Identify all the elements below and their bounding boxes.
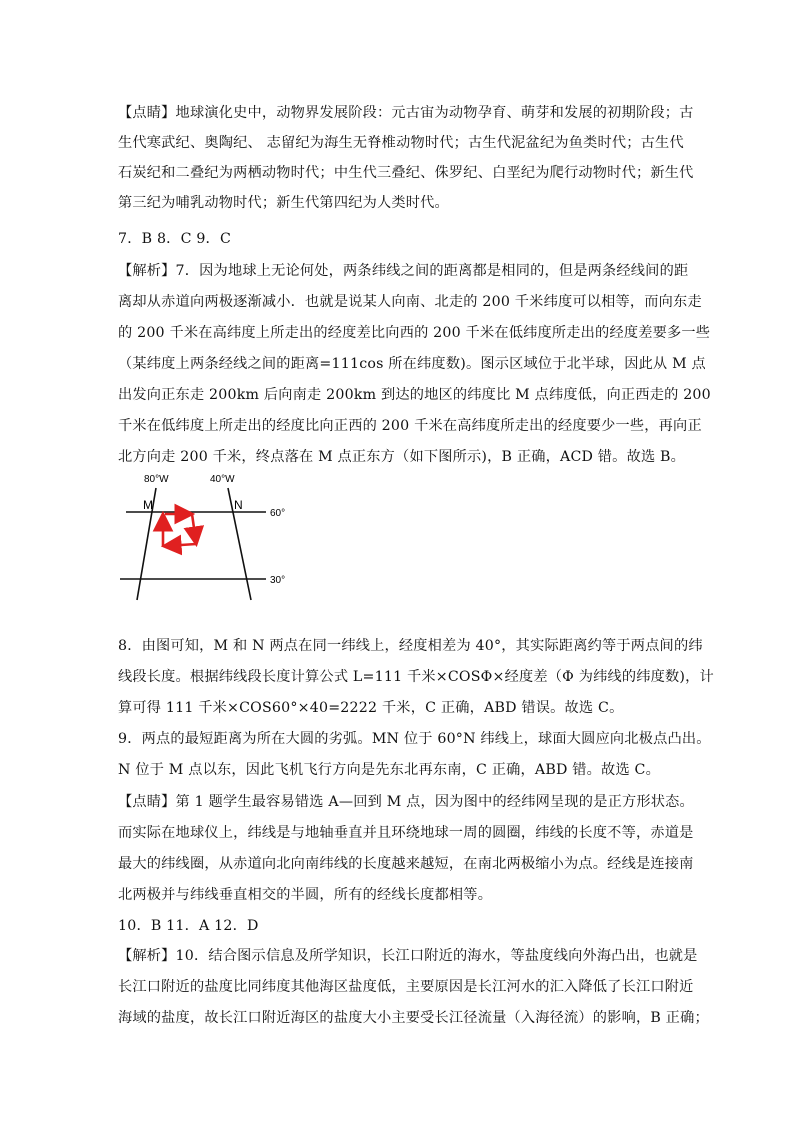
note-paragraph-line: 而实际在地球仪上，纬线是与地轴垂直并且环绕地球一周的圆圈，纬线的长度不等，赤道是 [118,825,694,841]
note-paragraph-line: 【点睛】第 1 题学生最容易错选 A—回到 M 点，因为图中的经纬网呈现的是正方形状态。 [118,794,694,810]
label-30: 30° [270,575,286,586]
analysis-paragraph-line: 海域的盐度，故长江口附近海区的盐度大小主要受长江径流量（入海径流）的影响，B 正确； [118,1010,709,1026]
analysis-paragraph-line: N 位于 M 点以东，因此飞机飞行方向是先东北再东南，C 正确，ABD 错。故选 C。 [118,762,660,778]
analysis-paragraph-line: 的 200 千米在高纬度上所走出的经度差比向西的 200 千米在低纬度所走出的经度差要多一些 [118,325,711,341]
label-80w: 80°W [144,474,169,485]
label-m: M [143,498,153,512]
analysis-paragraph-line: 出发向正东走 200km 后向南走 200km 到达的地区的纬度比 M 点纬度低，向正西走的 200 [118,387,711,403]
analysis-paragraph-line: （某纬度上两条经线之间的距离=111cos 所在纬度数)。图示区域位于北半球，因此从 M 点 [118,356,706,372]
note-paragraph-line: 最大的纬线圈，从赤道向北向南纬线的长度越来越短，在南北两极缩小为点。经线是连接南 [118,856,694,872]
travel-path [163,514,196,546]
label-40w: 40°W [210,474,235,485]
analysis-paragraph-line: 千米在低纬度上所走出的经度比向正西的 200 千米在高纬度所走出的经度要少一些，再向正 [118,418,702,434]
answer-key-10-12: 10．B 11．A 12．D [118,918,259,934]
note-paragraph-line: 北两极并与纬线垂直相交的半圆，所有的经线长度都相等。 [118,887,493,903]
analysis-paragraph-line: 9．两点的最短距离为所在大圆的劣弧。MN 位于 60°N 纬线上，球面大圆应向北极点凸出。 [118,731,711,747]
note-paragraph-line: 生代寒武纪、奥陶纪、 志留纪为海生无脊椎动物时代；古生代泥盆纪为鱼类时代；古生代 [118,135,684,151]
label-60: 60° [270,508,286,519]
answer-key-7-9: 7．B 8．C 9．C [118,231,231,247]
analysis-paragraph-line: 离却从赤道向两极逐渐减小．也就是说某人向南、北走的 200 千米纬度可以相等，而向东走 [118,294,702,310]
analysis-paragraph-line: 【解析】7．因为地球上无论何处，两条纬线之间的距离都是相同的，但是两条经线间的距 [118,263,689,279]
analysis-paragraph-line: 长江口附近的盐度比同纬度其他海区盐度低，主要原因是长江河水的汇入降低了长江口附近 [118,979,694,995]
note-paragraph-line: 石炭纪和二叠纪为两栖动物时代；中生代三叠纪、侏罗纪、白垩纪为爬行动物时代；新生代 [118,165,694,181]
label-n: N [234,498,243,512]
analysis-paragraph-line: 算可得 111 千米×COS60°×40=2222 千米，C 正确，ABD 错误。故选 C。 [118,700,624,716]
analysis-paragraph-line: 线段长度。根据纬线段长度计算公式 L=111 千米×COSΦ×经度差（Φ 为纬线的纬度数)，计 [118,669,714,685]
note-paragraph-line: 第三纪为哺乳动物时代；新生代第四纪为人类时代。 [118,195,449,211]
analysis-paragraph-line: 【解析】10．结合图示信息及所学知识，长江口附近的海水，等盐度线向外海凸出，也就是 [118,948,698,964]
note-paragraph-line: 【点睛】地球演化史中，动物界发展阶段：元古宙为动物孕育、萌芽和发展的初期阶段；古 [118,105,694,121]
analysis-paragraph-line: 8．由图可知，M 和 N 两点在同一纬线上，经度相差为 40°，其实际距离约等于两点间的纬 [118,638,703,654]
analysis-paragraph-line: 北方向走 200 千米，终点落在 M 点正东方（如下图所示)，B 正确，ACD 错。故选 B。 [118,449,686,465]
graticule-diagram [118,470,318,605]
